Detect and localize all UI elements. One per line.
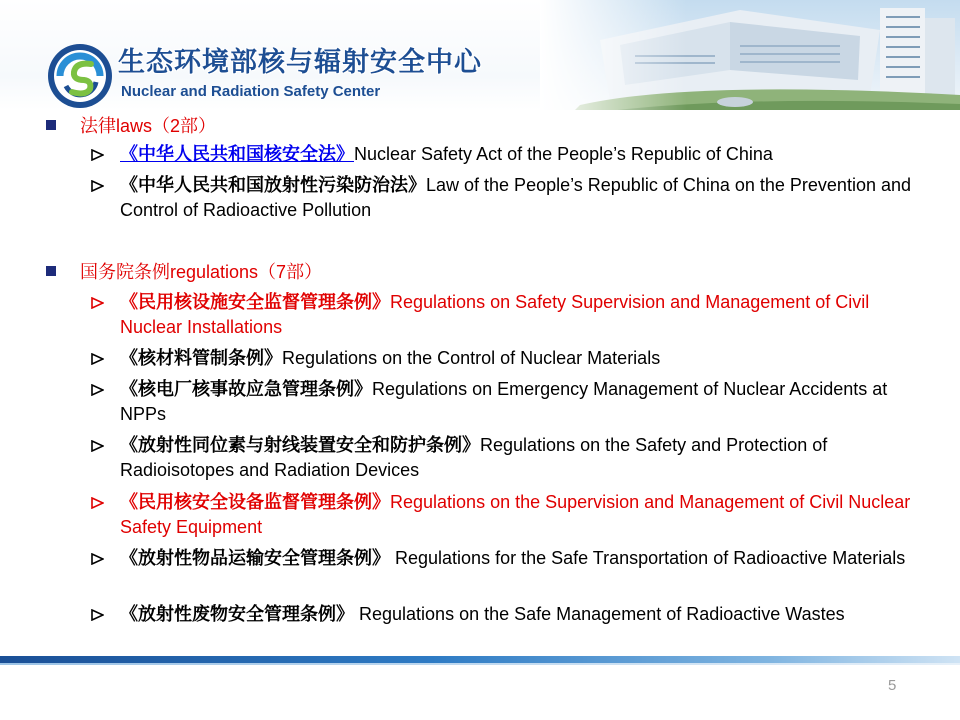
arrow-bullet-icon — [90, 490, 106, 515]
law-title-en: Law of the People’s Republic of China on the Prevention and Control of Radioactive Pollution — [120, 175, 911, 220]
square-bullet-icon — [46, 266, 56, 276]
arrow-bullet-icon — [90, 346, 106, 371]
section-heading-text: 国务院条例regulations（7部） — [80, 262, 323, 282]
square-bullet-icon — [46, 120, 56, 130]
law-title-en: Nuclear Safety Act of the People’s Republic of China — [354, 144, 773, 164]
list-item-text — [120, 602, 930, 627]
section-heading-regulations — [46, 259, 322, 283]
regulation-title-en: Regulations on Emergency Management of Nuclear Accidents at NPPs — [120, 379, 888, 424]
regulation-title-cn: 《放射性物品运输安全管理条例》 — [120, 548, 390, 568]
law-title-cn: 《中华人民共和国放射性污染防治法》 — [120, 175, 426, 195]
law-title-link[interactable]: 《中华人民共和国核安全法》 — [120, 144, 354, 164]
list-item-text — [120, 346, 930, 371]
regulation-title-en: Regulations for the Safe Transportation of Radioactive Materials — [390, 548, 906, 568]
arrow-bullet-icon — [90, 433, 106, 458]
regulation-title-cn: 《核材料管制条例》 — [120, 348, 282, 368]
list-item-text — [120, 142, 930, 167]
list-item-text — [120, 173, 930, 223]
regulation-title-en: Regulations on Safety Supervision and Management of Civil Nuclear Installations — [120, 292, 870, 337]
list-item-text — [120, 433, 930, 483]
regulation-title-en: Regulations on the Supervision and Management of Civil Nuclear Safety Equipment — [120, 492, 911, 537]
arrow-bullet-icon — [90, 377, 106, 402]
regulation-title-cn: 《核电厂核事故应急管理条例》 — [120, 379, 372, 399]
regulation-title-en: Regulations on the Safe Management of Radioactive Wastes — [354, 604, 845, 624]
regulation-title-cn: 《民用核安全设备监督管理条例》 — [120, 492, 390, 512]
page-number: 5 — [888, 677, 897, 694]
arrow-bullet-icon — [90, 290, 106, 315]
organization-name-en: Nuclear and Radiation Safety Center — [121, 83, 381, 100]
slide-header — [0, 0, 960, 110]
footer-stripe — [0, 656, 960, 663]
regulation-title-en: Regulations on the Control of Nuclear Materials — [282, 348, 661, 368]
list-item-text — [120, 490, 930, 540]
section-heading-text: 法律laws（2部） — [80, 116, 217, 136]
arrow-bullet-icon — [90, 142, 106, 167]
organization-name-cn: 生态环境部核与辐射安全中心 — [118, 47, 482, 77]
arrow-bullet-icon — [90, 602, 106, 627]
regulation-title-cn: 《放射性废物安全管理条例》 — [120, 604, 354, 624]
arrow-bullet-icon — [90, 173, 106, 198]
list-item-text — [120, 290, 930, 340]
arrow-bullet-icon — [90, 546, 106, 571]
regulation-title-cn: 《放射性同位素与射线装置安全和防护条例》 — [120, 435, 480, 455]
regulation-title-cn: 《民用核设施安全监督管理条例》 — [120, 292, 390, 312]
buildings-banner-image — [540, 0, 960, 110]
regulation-title-en: Regulations on the Safety and Protection of Radioisotopes and Radiation Devices — [120, 435, 828, 480]
list-item-text — [120, 377, 930, 427]
footer-stripe-light — [0, 663, 960, 665]
nsc-swirl-logo-icon — [46, 42, 114, 110]
list-item-text — [120, 546, 930, 571]
section-heading-laws — [46, 113, 216, 137]
